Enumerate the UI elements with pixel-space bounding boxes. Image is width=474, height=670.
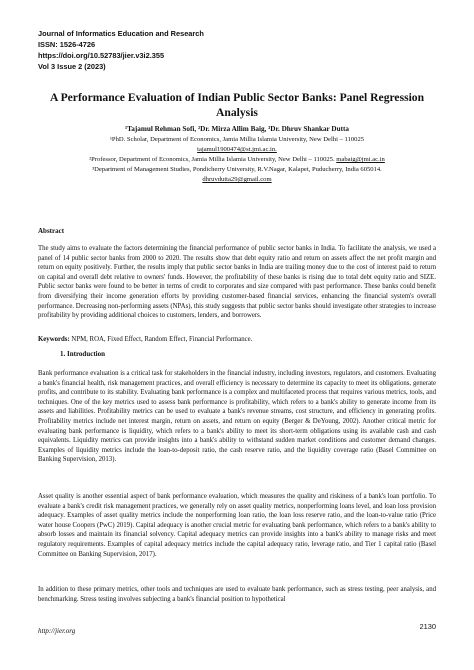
abstract-heading: Abstract	[38, 227, 65, 235]
page-number: 2130	[419, 622, 436, 631]
journal-volume: Vol 3 Issue 2 (2023)	[38, 62, 106, 71]
keywords-label: Keywords:	[38, 336, 70, 343]
abstract-text: The study aims to evaluate the factors determining the financial performance of public sector banks in India. To facilitate the analysis, we used a panel of 14 public sector banks from 2000 to 2020. The results show that debt equity ratio and return on assets affect the net profit margin and return on equity positively. Further, the results imply that public sector banks in India are trailing money due to the cost of interest paid to return on capital and overall debt relative to owners' funds. However, the profitability of these banks is rising due to total debt equity ratio and SIZE. Public sector banks were found to be better in terms of credit to corporates and size compared with past performance. These banks could benefit from diversifying their income generation efforts by providing customer-based financial services, enhancing the financial system's overall performance. Decreasing non-performing assets (NPAs), this study suggests that public sector banks should investigate other strategies to increase profitability by providing additional choices to customers, lenders, and borrowers.	[38, 245, 436, 320]
affiliation-3: ³Department of Management Studies, Pondicherry University, R.V.Nagar, Kalapet, Puducherry, India 605014.	[92, 166, 382, 173]
author-list: ¹Tajamul Rehman Sofi, ²Dr. Mirza Allim Baig, ³Dr. Dhruv Shankar Dutta	[125, 125, 349, 133]
journal-header	[38, 28, 338, 72]
section-heading-introduction: 1. Introduction	[60, 350, 105, 358]
journal-name: Journal of Informatics Education and Research	[38, 29, 204, 38]
keywords-text: NPM, ROA, Fixed Effect, Random Effect, Financial Performance.	[71, 336, 253, 343]
affiliation-1-email[interactable]: tajamul1900474@st.jmi.ac.in.	[197, 146, 277, 153]
introduction-paragraph-1: Bank performance evaluation is a critical task for stakeholders in the financial industry, including investors, regulators, and customers. Evaluating a bank's financial health, risk management practices, and overall efficiency is necessary to determine its capacity to meet its obligations, generate profits, and contribute to its stability. Evaluating bank performance is a complex and multifaceted process that requires various metrics, tools, and techniques. One of the key metrics used to assess bank performance is profitability, which refers to a bank's ability to generate income from its assets and liabilities. Profitability metrics can be used to evaluate a bank's revenue streams, cost structure, and efficiency in generating profits. Profitability metrics include net interest margin, return on assets, and return on equity (Berger & DeYoung, 2002). Another critical metric for evaluating bank performance is liquidity, which refers to a bank's ability to meet its short-term obligations using its available cash and cash equivalents. Liquidity metrics can provide insights into a bank's ability to withstand sudden market conditions and customer demand changes. Examples of liquidity metrics include the loan-to-deposit ratio, the cash reserve ratio, and the liquidity coverage ratio (Basel Committee on Banking Supervision, 2013).	[38, 370, 436, 464]
introduction-paragraph-3: In addition to these primary metrics, other tools and techniques are used to evaluate bank performance, such as stress testing, peer analysis, and benchmarking. Stress testing involves subjecting a bank's financial position to hypothetical	[38, 586, 436, 603]
footer-url[interactable]: http://jier.org	[38, 627, 76, 635]
journal-doi[interactable]: https://doi.org/10.52783/jier.v3i2.355	[38, 51, 165, 60]
journal-issn: ISSN: 1526-4726	[38, 40, 96, 49]
affiliation-3-email[interactable]: dhruvdutta29@gmail.com	[202, 176, 272, 183]
keywords	[38, 335, 436, 345]
introduction-paragraph-2: Asset quality is another essential aspect of bank performance evaluation, which measures the quality and riskiness of a bank's loan portfolio. To evaluate a bank's credit risk management practices, we generally rely on asset quality metrics, nonperforming loans level, and loan loss provision adequacy. Examples of asset quality metrics include the nonperforming loan ratio, the loan loss reserve ratio, and the loan-to-value ratio (Price water house Coopers (PwC) 2019). Capital adequacy is another crucial metric for evaluating bank performance, which refers to a bank's ability to absorb losses and maintain its financial solvency. Capital adequacy metrics can provide insights into a bank's ability to manage risks and meet regulatory requirements. Examples of capital adequacy metrics include the capital adequacy ratio, leverage ratio, and Tier 1 capital ratio (Basel Committee on Banking Supervision, 2017).	[38, 493, 436, 558]
affiliation-1: ¹PhD. Scholar, Department of Economics, Jamia Millia Islamia University, New Delhi – 110025	[109, 136, 365, 143]
affiliations	[38, 135, 436, 185]
affiliation-2: ²Professor, Department of Economics, Jamia Millia Islamia University, New Delhi – 110025.	[89, 156, 335, 163]
affiliation-2-email[interactable]: mabaig@jmi.ac.in	[336, 156, 385, 163]
paper-title: A Performance Evaluation of Indian Public Sector Banks: Panel Regression Analysis	[49, 91, 425, 119]
